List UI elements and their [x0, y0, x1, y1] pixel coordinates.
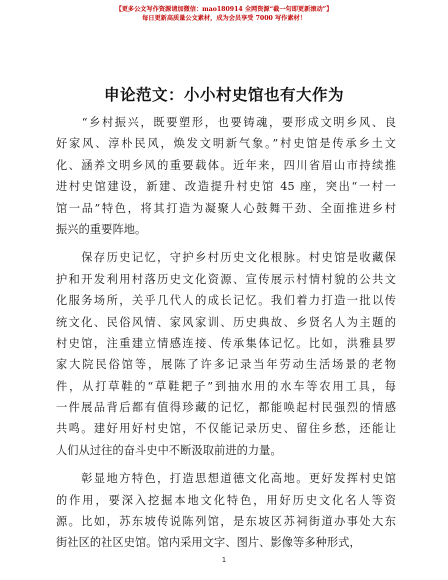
- paragraph-line: 振兴的重要阵地。: [56, 222, 147, 236]
- paragraph-line: 彰显地方特色，打造思想道德文化高地。更好发挥村史馆: [56, 472, 396, 486]
- paragraph-line: “乡村振兴，既要塑形，也要铸魂，要形成文明乡风、良: [56, 116, 396, 129]
- paragraph-line: 化服务场所，关乎几代人的成长记忆。我们着力打造一批以传: [56, 294, 396, 308]
- paragraph-line: 街社区的社区史馆。馆内采用文字、图片、影像等多种形式，: [56, 536, 361, 550]
- paragraph-line: 源。比如，苏东坡传说陈列馆，是东坡区苏祠街道办事处大东: [56, 515, 396, 529]
- paragraph-line: 馆一品”特色，将其打造为凝聚人心鼓舞干劲、全面推进乡村: [56, 201, 396, 215]
- paragraph-line: 的作用，要深入挖掘本地文化特色，用好历史文化名人等资: [56, 493, 396, 507]
- paragraph-line: 人们从过往的奋斗史中不断汲取前进的力量。: [56, 443, 282, 457]
- paragraph-line: 保存历史记忆，守护乡村历史文化根脉。村史馆是收藏保: [56, 251, 396, 265]
- document-title: 申论范文：小小村史馆也有大作为: [103, 86, 344, 104]
- promo-banner-line-1: 【更多公文写作资源请加微信：mao180914 全网资源“截一句即更新滚动”】: [115, 6, 333, 13]
- paragraph-line: 好家风、淳朴民风，焕发文明新气象。”村史馆是传承乡土文: [56, 137, 396, 151]
- paragraph: [56, 247, 396, 461]
- paragraph-line: 统文化、民俗风情、家风家训、历史典故、乡贤名人为主题的: [56, 315, 396, 329]
- paragraph-line: 一件展品背后都有值得珍藏的记忆，都能唤起村民强烈的情感: [56, 401, 396, 415]
- paragraph-line: 家大院民俗馆等，展陈了许多记录当年劳动生活场景的老物: [56, 358, 396, 372]
- paragraph-line: 件，从打草鞋的“草鞋耙子”到抽水用的水车等农用工具，每: [56, 379, 396, 393]
- promo-banner: [0, 5, 448, 23]
- paragraph-line: 护和开发利用村落历史文化资源、宣传展示村情村貌的公共文: [56, 272, 396, 286]
- promo-banner-line-2: 每日更新高质量公文素材，成为会员享受 7000 写作素材！: [142, 15, 306, 22]
- paragraph-line: 村史馆，注重建立情感连接、传承集体记忆。比如，洪雅县罗: [56, 336, 396, 350]
- paragraph: [56, 112, 396, 240]
- paragraph: [56, 468, 396, 554]
- paragraph-line: 化、涵养文明乡风的重要载体。近年来，四川省眉山市持续推: [56, 158, 396, 172]
- document-body: [56, 112, 396, 561]
- page-number: 1: [221, 556, 227, 564]
- paragraph-line: 共鸣。建好用好村史馆，不仅能记录历史、留住乡愁，还能让: [56, 422, 396, 436]
- paragraph-line: 进村史馆建设，新建、改造提升村史馆 45 座，突出“一村一: [56, 180, 396, 194]
